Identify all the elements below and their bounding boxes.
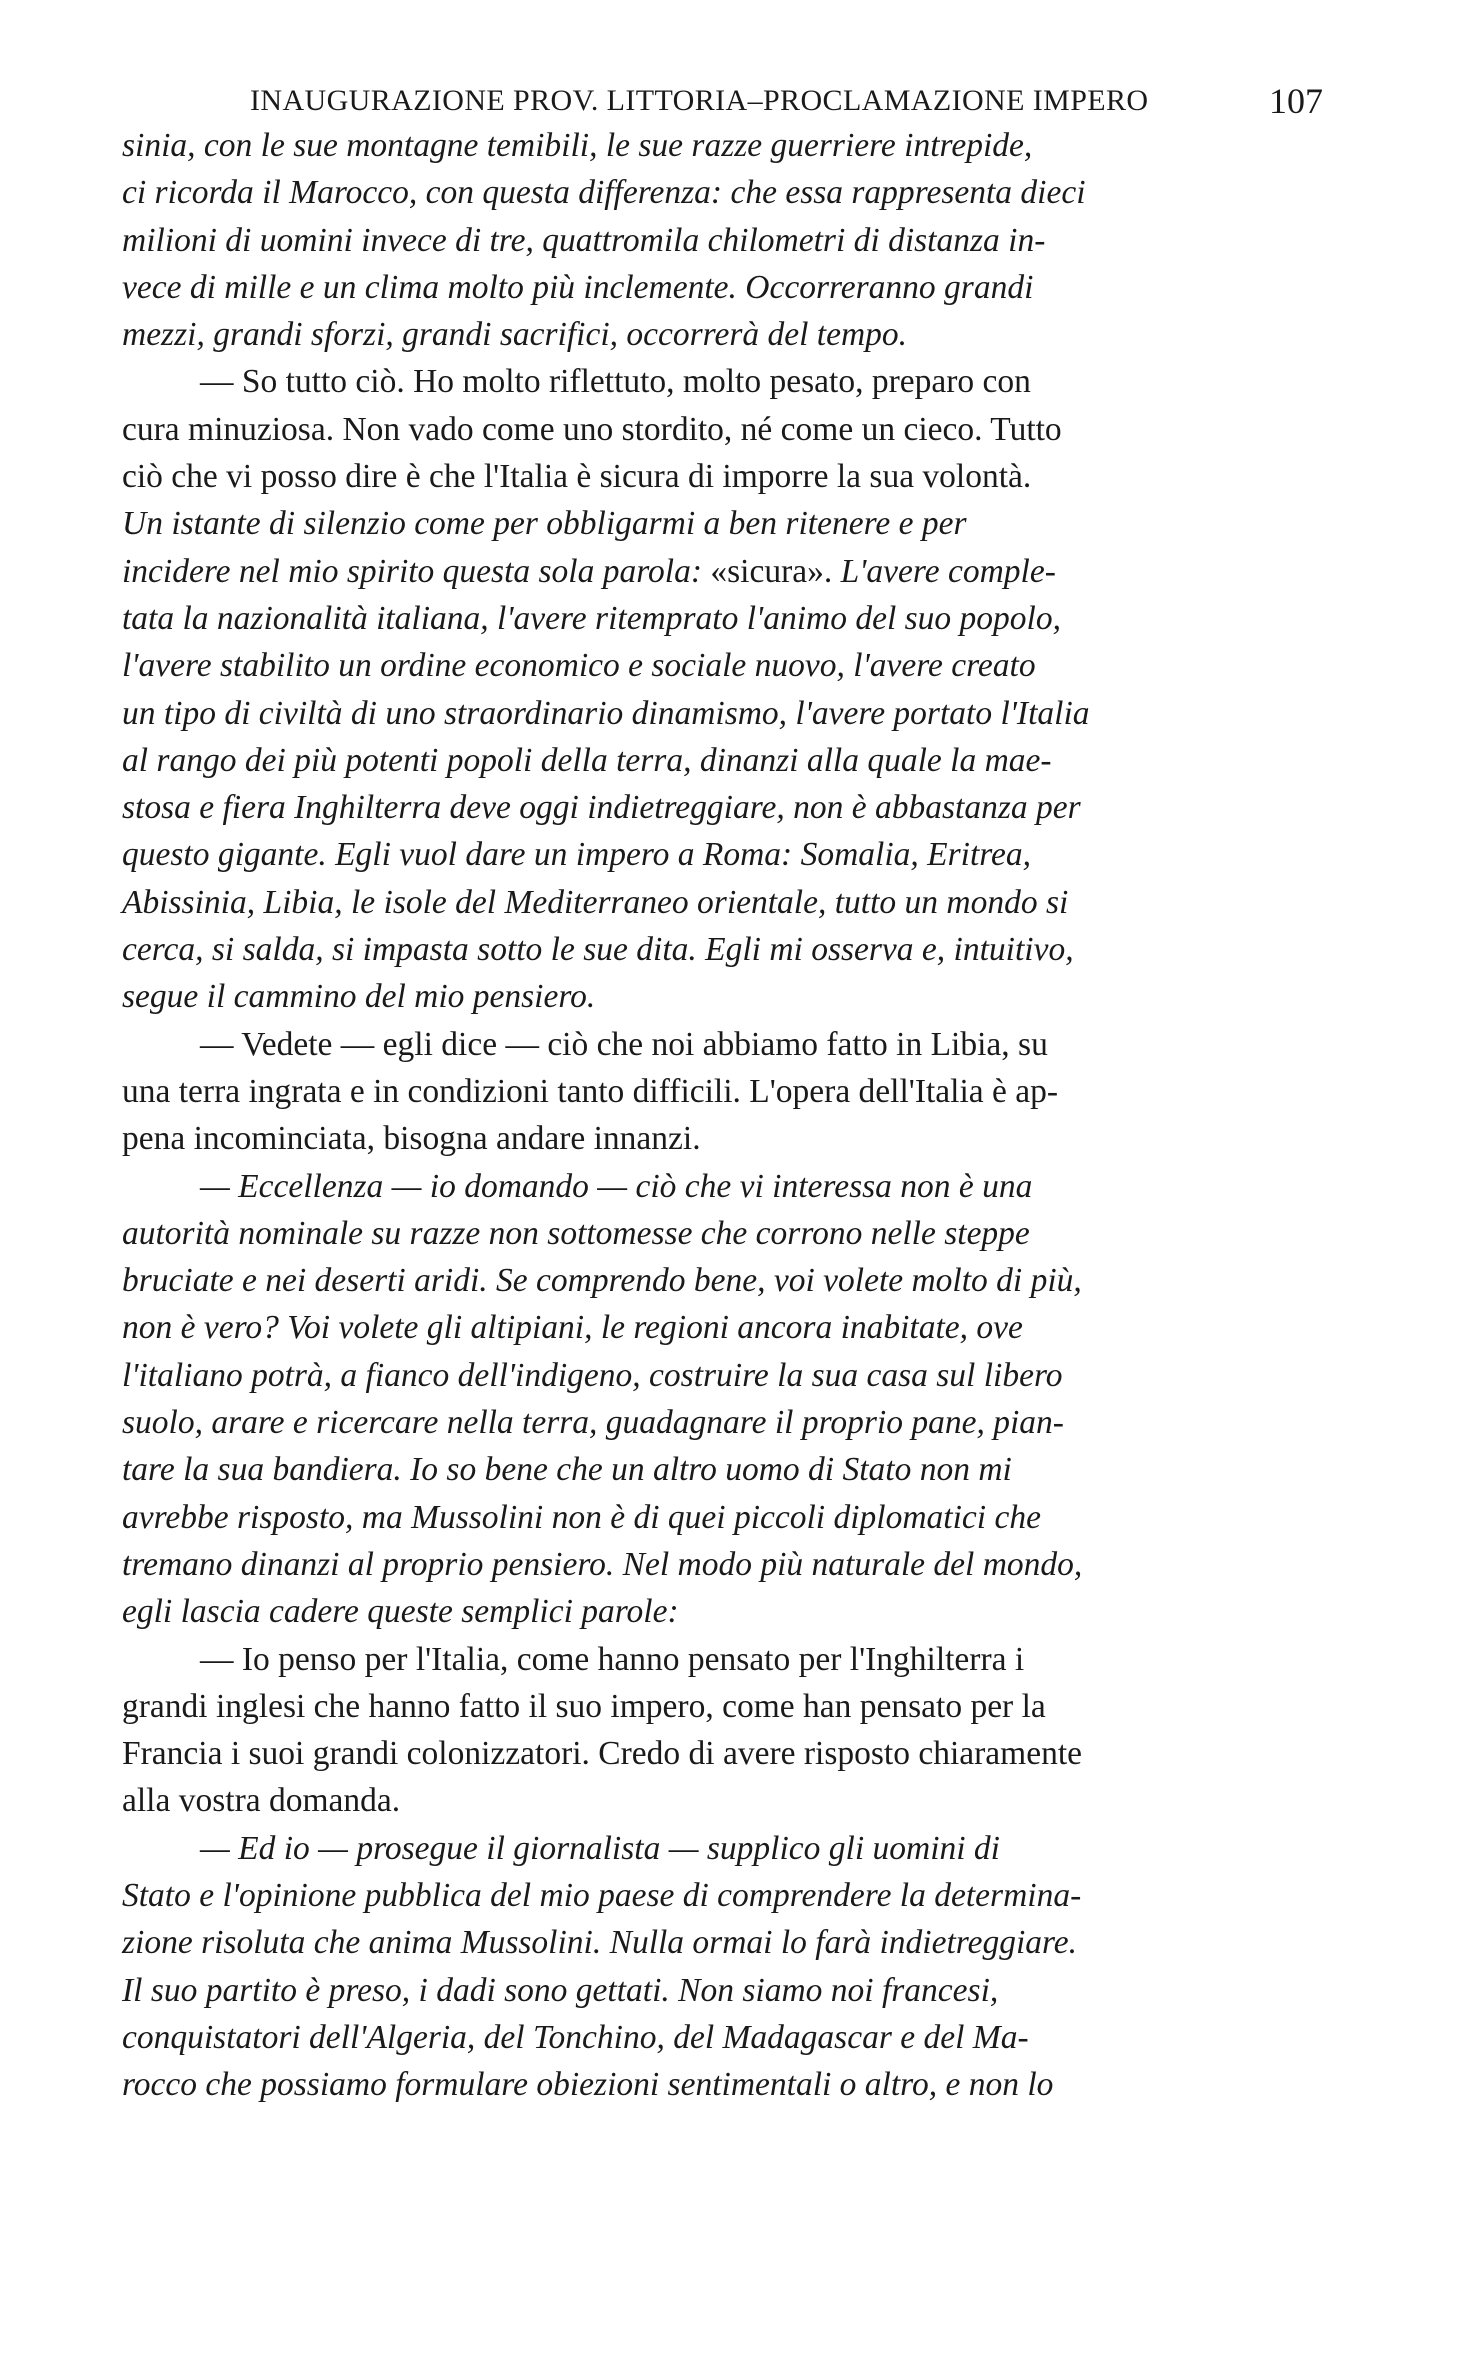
text-fragment: incidere nel mio spirito questa sola parola: [122, 552, 703, 590]
text-line: l'italiano potrà, a fianco dell'indigeno, costruire la sua casa sul libero [122, 1356, 1063, 1394]
text-line: tare la sua bandiera. Io so bene che un altro uomo di Stato non mi [122, 1451, 1012, 1489]
text-line: Francia i suoi grandi colonizzatori. Credo di avere risposto chiaramente [122, 1735, 1083, 1773]
text-line: una terra ingrata e in condizioni tanto difficili. L'opera dell'Italia è ap- [122, 1072, 1059, 1110]
text-line: alla vostra domanda. [122, 1782, 401, 1820]
text-line: — Vedete — egli dice — ciò che noi abbiamo fatto in Libia, su [200, 1025, 1048, 1063]
text-line: al rango dei più potenti popoli della terra, dinanzi alla quale la mae- [122, 741, 1052, 779]
text-line: Un istante di silenzio come per obbligarmi a ben ritenere e per [122, 505, 967, 543]
text-line: Stato e l'opinione pubblica del mio paese di comprendere la determina- [122, 1876, 1082, 1914]
running-header-title: INAUGURAZIONE PROV. LITTORIA–PROCLAMAZIONE IMPERO [250, 84, 1149, 117]
text-line: Il suo partito è preso, i dadi sono gettati. Non siamo noi francesi, [122, 1971, 999, 2009]
text-line: stosa e fiera Inghilterra deve oggi indietreggiare, non è abbastanza per [122, 789, 1081, 827]
text-line: avrebbe risposto, ma Mussolini non è di quei piccoli diplomatici che [122, 1498, 1041, 1536]
text-line: Abissinia, Libia, le isole del Mediterraneo orientale, tutto un mondo si [122, 883, 1069, 921]
text-line: l'avere stabilito un ordine economico e sociale nuovo, l'avere creato [122, 647, 1036, 685]
text-line: — Eccellenza — io domando — ciò che vi interessa non è una [200, 1167, 1033, 1205]
text-line: sinia, con le sue montagne temibili, le sue razze guerriere intrepide, [122, 127, 1033, 164]
text-line: non è vero? Voi volete gli altipiani, le regioni ancora inabitate, ove [122, 1309, 1023, 1347]
text-line: un tipo di civiltà di uno straordinario dinamismo, l'avere portato l'Italia [122, 694, 1090, 732]
page-number: 107 [1269, 81, 1323, 121]
text-line: suolo, arare e ricercare nella terra, guadagnare il proprio pane, pian- [122, 1404, 1064, 1442]
text-line: bruciate e nei deserti aridi. Se comprendo bene, voi volete molto di più, [122, 1262, 1082, 1300]
text-fragment: «sicura». [710, 552, 833, 590]
text-line: segue il cammino del mio pensiero. [122, 978, 596, 1016]
text-line: cerca, si salda, si impasta sotto le sue dita. Egli mi osserva e, intuitivo, [122, 931, 1074, 969]
text-line: egli lascia cadere queste semplici parole: [122, 1593, 679, 1631]
text-line: ci ricorda il Marocco, con questa differenza: che essa rappresenta dieci [122, 174, 1086, 212]
text-line: cura minuziosa. Non vado come uno stordito, né come un cieco. Tutto [122, 410, 1062, 448]
text-line: mezzi, grandi sforzi, grandi sacrifici, occorrerà del tempo. [122, 316, 908, 354]
text-line: questo gigante. Egli vuol dare un impero a Roma: Somalia, Eritrea, [122, 836, 1032, 874]
text-line: ciò che vi posso dire è che l'Italia è sicura di imporre la sua volontà. [122, 458, 1032, 496]
text-line: zione risoluta che anima Mussolini. Nulla ormai lo farà indietreggiare. [122, 1924, 1078, 1962]
page-body-text [122, 122, 1322, 2108]
text-line: vece di mille e un clima molto più inclemente. Occorreranno grandi [122, 268, 1034, 306]
text-fragment: L'avere comple- [840, 552, 1056, 590]
text-line: tremano dinanzi al proprio pensiero. Nel modo più naturale del mondo, [122, 1545, 1083, 1583]
text-line: autorità nominale su razze non sottomesse che corrono nelle steppe [122, 1214, 1030, 1252]
text-line: — Ed io — prosegue il giornalista — supplico gli uomini di [200, 1829, 1000, 1867]
text-line: conquistatori dell'Algeria, del Tonchino, del Madagascar e del Ma- [122, 2018, 1029, 2056]
text-line: — So tutto ciò. Ho molto riflettuto, molto pesato, preparo con [200, 363, 1031, 401]
text-line: — Io penso per l'Italia, come hanno pensato per l'Inghilterra i [200, 1640, 1025, 1678]
text-line: rocco che possiamo formulare obiezioni sentimentali o altro, e non lo [122, 2066, 1054, 2104]
text-line: tata la nazionalità italiana, l'avere ritemprato l'animo del suo popolo, [122, 599, 1061, 637]
text-line-mixed [122, 548, 1322, 595]
text-line: milioni di uomini invece di tre, quattromila chilometri di distanza in- [122, 221, 1046, 259]
text-line: pena incominciata, bisogna andare innanzi. [122, 1120, 701, 1158]
text-line: grandi inglesi che hanno fatto il suo impero, come han pensato per la [122, 1687, 1046, 1725]
